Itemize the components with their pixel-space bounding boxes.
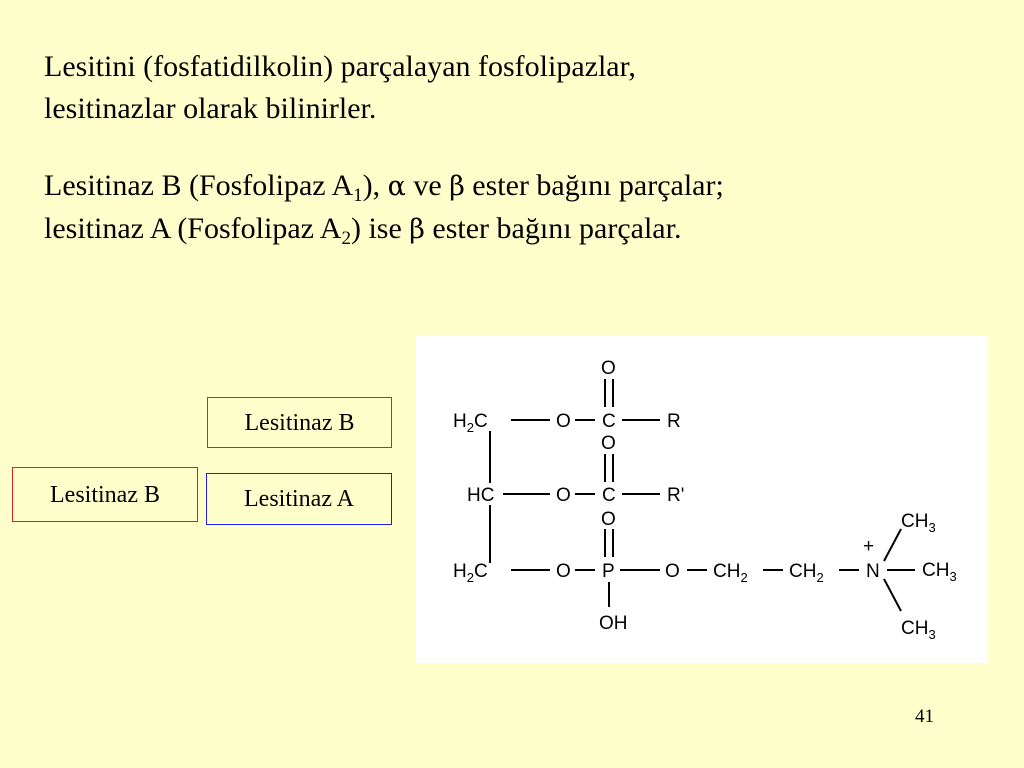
paragraph-enzymes <box>44 165 1004 251</box>
lesitinaz-b-label-left: Lesitinaz B <box>12 467 198 522</box>
intro-line-2: lesitinazlar olarak bilinirler. <box>44 92 377 125</box>
subscript: 3 <box>949 569 957 584</box>
alpha-symbol: α <box>387 171 406 202</box>
subscript: 2 <box>466 420 474 435</box>
text-fragment: ester bağını parçalar; <box>464 169 724 202</box>
atom: CH <box>713 561 741 582</box>
atom: CH <box>922 560 950 581</box>
text-fragment: lesitinaz A (Fosfolipaz A <box>44 212 342 245</box>
subscript: 3 <box>928 520 936 535</box>
ester-oxygen: O <box>556 485 571 506</box>
ch2-group <box>453 561 488 585</box>
hydroxyl-group: OH <box>599 613 628 634</box>
subscript: 1 <box>353 185 363 206</box>
beta-symbol: β <box>449 171 465 202</box>
enzyme-line-1 <box>44 165 1004 208</box>
phosphorus: P <box>602 561 615 582</box>
carbonyl-carbon: C <box>602 411 616 432</box>
text-fragment: ), <box>362 169 388 202</box>
text-fragment: ester bağını parçalar. <box>424 212 682 245</box>
carbonyl-carbon: C <box>602 485 616 506</box>
methyl-group <box>901 511 936 535</box>
enzyme-line-2 <box>44 208 1004 251</box>
beta-symbol: β <box>409 214 425 245</box>
page-number: 41 <box>915 706 934 727</box>
subscript: 2 <box>740 570 748 585</box>
subscript: 2 <box>816 570 824 585</box>
bond <box>884 529 901 561</box>
paragraph-intro <box>44 46 1004 130</box>
r-group: R <box>667 411 681 432</box>
ch2-group <box>453 411 488 435</box>
phosphatidylcholine-structure <box>415 336 988 663</box>
subscript: 3 <box>928 627 936 642</box>
ch2-group <box>789 561 824 585</box>
subscript: 2 <box>341 228 351 249</box>
ch2-group <box>713 561 748 585</box>
positive-charge: + <box>863 536 875 557</box>
methyl-group <box>901 618 936 642</box>
nitrogen: N <box>866 561 880 582</box>
phosphoryl-oxygen: O <box>601 509 616 530</box>
methyl-group <box>922 560 957 584</box>
atom: H <box>453 561 467 582</box>
carbonyl-oxygen: O <box>601 358 616 379</box>
carbonyl-oxygen: O <box>601 433 616 454</box>
text-fragment: ve <box>405 169 450 202</box>
lesitinaz-a-label: Lesitinaz A <box>206 473 392 525</box>
intro-line-1: Lesitini (fosfatidilkolin) parçalayan fosfolipazlar, <box>44 50 636 83</box>
atom: CH <box>901 511 929 532</box>
atom: H <box>453 411 467 432</box>
atom: CH <box>901 618 929 639</box>
ch-group: HC <box>467 485 495 506</box>
subscript: 2 <box>466 570 474 585</box>
lesitinaz-b-label-top: Lesitinaz B <box>207 397 392 448</box>
structure-svg <box>415 336 988 663</box>
atom: C <box>473 411 488 432</box>
text-fragment: ) ise <box>350 212 410 245</box>
ester-oxygen: O <box>556 411 571 432</box>
bond <box>884 579 901 611</box>
atom: C <box>473 561 488 582</box>
bonds <box>490 379 915 611</box>
atom: CH <box>789 561 817 582</box>
ester-oxygen: O <box>665 561 680 582</box>
r-prime-group: R' <box>667 485 685 506</box>
text-fragment: Lesitinaz B (Fosfolipaz A <box>44 169 354 202</box>
phosphate-oxygen: O <box>556 561 571 582</box>
